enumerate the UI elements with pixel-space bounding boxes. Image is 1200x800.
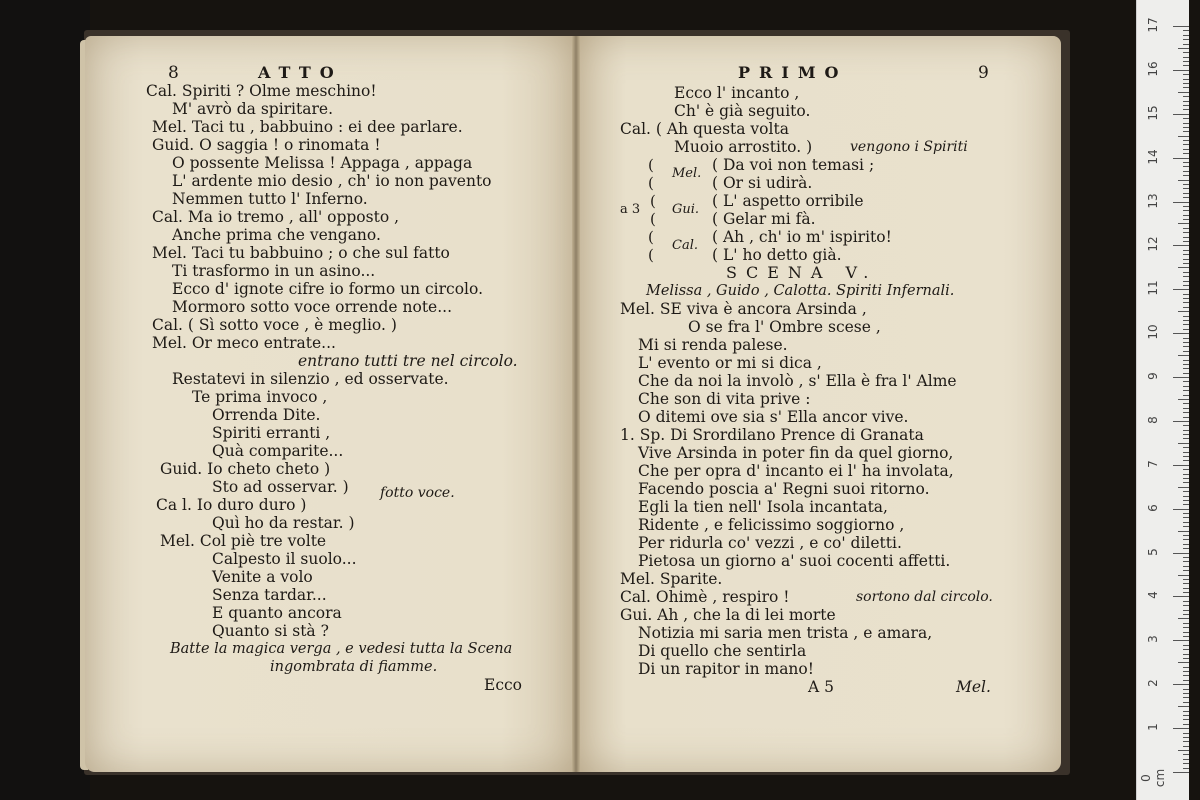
speaker-label: Mel.: [672, 166, 702, 181]
bracket: (: [648, 156, 654, 174]
ruler-tick: [1183, 215, 1189, 216]
ruler-tick: [1178, 575, 1189, 576]
ruler-tick: [1183, 39, 1189, 40]
text-line: Muoio arrostito. ): [674, 138, 813, 156]
ruler-tick: [1183, 693, 1189, 694]
text-line: ( L' ho detto già.: [712, 246, 842, 264]
text-line: Restatevi in silenzio , ed osservate.: [172, 370, 449, 388]
ruler-tick: [1183, 412, 1189, 413]
text-line: Mel. Col piè tre volte: [160, 532, 327, 550]
ruler-label: 16: [1146, 61, 1160, 77]
ruler-tick: [1173, 114, 1189, 115]
ruler-tick: [1178, 662, 1189, 663]
ruler-tick: [1183, 329, 1189, 330]
text-line: O se fra l' Ombre scese ,: [688, 318, 881, 336]
ruler-tick: [1183, 342, 1189, 343]
ruler-tick: [1183, 408, 1189, 409]
ruler-tick: [1183, 101, 1189, 102]
ruler-tick: [1173, 377, 1189, 378]
ruler-label: 4: [1146, 591, 1160, 600]
ruler-tick: [1183, 193, 1189, 194]
text-line: Te prima invoco ,: [192, 388, 328, 406]
ruler-tick: [1183, 241, 1189, 242]
ruler-tick: [1183, 689, 1189, 690]
ruler-label: 5: [1146, 547, 1160, 556]
ruler-tick: [1183, 316, 1189, 317]
background-left: [0, 0, 90, 800]
ruler-tick: [1178, 399, 1189, 400]
ruler-tick: [1173, 640, 1189, 641]
text-line: Che per opra d' incanto ei l' ha involata,: [638, 462, 954, 480]
ruler-tick: [1183, 759, 1189, 760]
ruler-tick: [1183, 561, 1189, 562]
text-line: ( Or si udirà.: [712, 174, 813, 192]
text-line: Gui. Ah , che la di lei morte: [620, 606, 836, 624]
ruler-label: 3: [1146, 635, 1160, 644]
ruler-tick: [1183, 496, 1189, 497]
ruler-tick: [1173, 596, 1189, 597]
text-line: Che da noi la involò , s' Ella è fra l' Alme: [638, 372, 957, 390]
ruler-tick: [1183, 746, 1189, 747]
ruler-tick: [1183, 307, 1189, 308]
ruler-tick: [1173, 553, 1189, 554]
ruler-tick: [1178, 267, 1189, 268]
text-line: Di quello che sentirla: [638, 642, 807, 660]
ruler-tick: [1183, 754, 1189, 755]
text-line: Che son di vita prive :: [638, 390, 811, 408]
text-line: Vive Arsinda in poter fin da quel giorno,: [638, 444, 954, 462]
ruler-tick: [1183, 425, 1189, 426]
ruler-tick: [1173, 202, 1189, 203]
catchword: Ecco: [484, 676, 523, 694]
ruler-tick: [1183, 482, 1189, 483]
ruler-label: 8: [1146, 416, 1160, 424]
text-line: Pietosa un giorno a' suoi cocenti affetti.: [638, 552, 951, 570]
ruler-tick: [1183, 259, 1189, 260]
stage-direction: vengono i Spiriti: [850, 139, 968, 155]
ruler-tick: [1183, 456, 1189, 457]
ruler-tick: [1183, 65, 1189, 66]
text-line: Ti trasformo in un asino...: [172, 262, 376, 280]
ruler-tick: [1183, 74, 1189, 75]
text-line: ( Da voi non temasi ;: [712, 156, 875, 174]
ruler-tick: [1178, 311, 1189, 312]
ruler-tick: [1183, 123, 1189, 124]
stage-direction: Batte la magica verga , e vedesi tutta la Scena: [170, 641, 513, 657]
ruler-tick: [1183, 588, 1189, 589]
text-line: ( L' aspetto orribile: [712, 192, 864, 210]
ruler-tick: [1173, 465, 1189, 466]
ruler-tick: [1183, 667, 1189, 668]
ruler-tick: [1183, 232, 1189, 233]
ruler-tick: [1183, 96, 1189, 97]
ruler-tick: [1183, 61, 1189, 62]
ruler-tick: [1183, 535, 1189, 536]
ruler-tick: [1183, 87, 1189, 88]
text-line: Cal. Ohimè , respiro !: [620, 588, 790, 606]
text-line: Di un rapitor in mano!: [638, 660, 814, 678]
ruler-tick: [1183, 166, 1189, 167]
text-line: Mel. Sparite.: [620, 570, 723, 588]
ruler-tick: [1183, 469, 1189, 470]
ruler-tick: [1183, 263, 1189, 264]
ruler-tick: [1183, 583, 1189, 584]
bracket: (: [648, 228, 654, 246]
page-number: 9: [978, 63, 989, 83]
ruler-tick: [1173, 684, 1189, 685]
text-line: Ridente , e felicissimo soggiorno ,: [638, 516, 905, 534]
stage-direction: fotto voce.: [380, 485, 455, 501]
text-line: Senza tardar...: [212, 586, 327, 604]
ruler-tick: [1178, 223, 1189, 224]
text-line: O possente Melissa ! Appaga , appaga: [172, 154, 473, 172]
ruler-tick: [1183, 197, 1189, 198]
ruler-tick: [1183, 447, 1189, 448]
ruler-tick: [1183, 434, 1189, 435]
text-line: Mel. Taci tu , babbuino : ei dee parlare.: [152, 118, 463, 136]
text-line: Anche prima che vengano.: [172, 226, 381, 244]
ruler-tick: [1173, 333, 1189, 334]
ruler-tick: [1183, 610, 1189, 611]
text-line: M' avrò da spiritare.: [172, 100, 333, 118]
ruler-tick: [1183, 272, 1189, 273]
ruler-tick: [1183, 605, 1189, 606]
stage-direction: entrano tutti tre nel circolo.: [298, 352, 518, 370]
text-line: 1. Sp. Di Srordilano Prence di Granata: [620, 426, 924, 444]
ruler-label: 9: [1146, 372, 1160, 380]
ruler-tick: [1183, 417, 1189, 418]
ruler-tick: [1183, 386, 1189, 387]
text-line: Calpesto il suolo...: [212, 550, 357, 568]
ruler-tick: [1178, 531, 1189, 532]
ruler-tick: [1183, 671, 1189, 672]
ruler-tick: [1183, 768, 1189, 769]
ruler-label: 11: [1146, 280, 1160, 296]
signature-mark: A 5: [808, 678, 834, 696]
ruler-tick: [1183, 548, 1189, 549]
ruler-tick: [1183, 645, 1189, 646]
ruler-tick: [1183, 381, 1189, 382]
ruler-tick: [1183, 44, 1189, 45]
text-line: Quanto si stà ?: [212, 622, 329, 640]
ruler-tick: [1173, 728, 1189, 729]
ruler-tick: [1183, 675, 1189, 676]
ruler-tick: [1183, 517, 1189, 518]
ruler-tick: [1183, 680, 1189, 681]
ruler-tick: [1183, 658, 1189, 659]
ruler-tick: [1183, 206, 1189, 207]
ruler-tick: [1173, 772, 1189, 773]
text-line: ( Gelar mi fà.: [712, 210, 816, 228]
ruler-tick: [1183, 219, 1189, 220]
ruler-tick: [1183, 30, 1189, 31]
ruler-tick: [1183, 579, 1189, 580]
ruler-tick: [1183, 105, 1189, 106]
ruler-tick: [1183, 228, 1189, 229]
text-line: Quì ho da restar. ): [212, 514, 355, 532]
ruler-tick: [1183, 360, 1189, 361]
ruler-tick: [1183, 118, 1189, 119]
text-line: Ca l. Io duro duro ): [156, 496, 307, 514]
ruler-tick: [1183, 171, 1189, 172]
text-line: Mel. Or meco entrate...: [152, 334, 336, 352]
ruler-tick: [1183, 403, 1189, 404]
ruler-tick: [1183, 368, 1189, 369]
ruler-tick: [1183, 83, 1189, 84]
text-line: Facendo poscia a' Regni suoi ritorno.: [638, 480, 930, 498]
ruler-tick: [1183, 338, 1189, 339]
ruler-tick: [1183, 491, 1189, 492]
ruler-tick: [1183, 131, 1189, 132]
ruler-tick: [1183, 504, 1189, 505]
ruler-tick: [1183, 162, 1189, 163]
ruler-tick: [1183, 763, 1189, 764]
text-line: Ecco l' incanto ,: [674, 84, 800, 102]
ruler-tick: [1178, 355, 1189, 356]
cast-line: Melissa , Guido , Calotta. Spiriti Infernali.: [646, 283, 955, 299]
ruler-tick: [1183, 452, 1189, 453]
ruler-tick: [1183, 254, 1189, 255]
text-line: Ch' è già seguito.: [674, 102, 811, 120]
text-line: Notizia mi saria men trista , e amara,: [638, 624, 933, 642]
ruler-tick: [1183, 697, 1189, 698]
ruler-tick: [1183, 592, 1189, 593]
ruler-label: 2: [1146, 679, 1160, 688]
ruler-tick: [1183, 320, 1189, 321]
text-line: E quanto ancora: [212, 604, 342, 622]
text-line: Guid. Io cheto cheto ): [160, 460, 331, 478]
ruler-tick: [1183, 478, 1189, 479]
ruler-tick: [1183, 351, 1189, 352]
ruler-tick: [1183, 632, 1189, 633]
ruler-tick: [1178, 618, 1189, 619]
ruler-tick: [1178, 48, 1189, 49]
ruler-tick: [1178, 136, 1189, 137]
text-line: Cal. Spiriti ? Olme meschino!: [146, 82, 377, 100]
ruler-tick: [1183, 522, 1189, 523]
catchword: Mel.: [956, 678, 991, 696]
text-line: O ditemi ove sia s' Ella ancor vive.: [638, 408, 909, 426]
ruler-tick: [1183, 500, 1189, 501]
ruler-tick: [1183, 175, 1189, 176]
text-line: Cal. Ma io tremo , all' opposto ,: [152, 208, 400, 226]
ruler-label: 15: [1146, 105, 1160, 121]
ruler-tick: [1183, 390, 1189, 391]
ruler-tick: [1183, 184, 1189, 185]
bracket: (: [650, 192, 656, 210]
book-gutter: [572, 36, 580, 772]
ruler-tick: [1183, 281, 1189, 282]
bracket: (: [650, 210, 656, 228]
speaker-label: Cal.: [672, 238, 698, 253]
ruler-tick: [1183, 719, 1189, 720]
ruler-tick: [1183, 715, 1189, 716]
text-line: Orrenda Dite.: [212, 406, 321, 424]
ruler-tick: [1183, 127, 1189, 128]
ruler-tick: [1173, 289, 1189, 290]
text-line: Sto ad osservar. ): [212, 478, 349, 496]
scene-heading: SCENA V.: [726, 263, 878, 282]
page-number: 8: [168, 63, 179, 83]
text-line: Quà comparite...: [212, 442, 344, 460]
text-line: Mel. SE viva è ancora Arsinda ,: [620, 300, 867, 318]
ruler-tick: [1183, 636, 1189, 637]
ruler-tick: [1183, 276, 1189, 277]
ruler-tick: [1183, 57, 1189, 58]
text-line: Mel. Taci tu babbuino ; o che sul fatto: [152, 244, 450, 262]
ruler-tick: [1173, 26, 1189, 27]
ruler-label: 14: [1146, 149, 1160, 165]
text-line: Egli la tien nell' Isola incantata,: [638, 498, 888, 516]
ruler-tick: [1183, 438, 1189, 439]
ruler-tick: [1173, 421, 1189, 422]
stage-direction: ingombrata di fiamme.: [270, 659, 438, 675]
ruler-tick: [1183, 733, 1189, 734]
ruler-tick: [1183, 702, 1189, 703]
text-line: L' ardente mio desio , ch' io non pavento: [172, 172, 492, 190]
ruler-label: 13: [1146, 192, 1160, 209]
ensemble-mark: a 3: [620, 202, 641, 217]
text-line: Spiriti erranti ,: [212, 424, 331, 442]
ruler-tick: [1183, 737, 1189, 738]
ruler-label: 1: [1146, 723, 1160, 731]
ruler-tick: [1183, 140, 1189, 141]
text-line: Nemmen tutto l' Inferno.: [172, 190, 368, 208]
ruler-tick: [1183, 346, 1189, 347]
ruler-tick: [1183, 724, 1189, 725]
ruler-tick: [1173, 509, 1189, 510]
text-line: Per ridurla co' vezzi , e co' diletti.: [638, 534, 902, 552]
ruler-tick: [1178, 92, 1189, 93]
text-line: Mi si renda palese.: [638, 336, 788, 354]
speaker-label: Gui.: [672, 202, 700, 217]
ruler-label: 10: [1146, 324, 1160, 340]
ruler-tick: [1183, 557, 1189, 558]
ruler-tick: [1183, 566, 1189, 567]
ruler-tick: [1183, 614, 1189, 615]
ruler-tick: [1183, 430, 1189, 431]
ruler-tick: [1173, 70, 1189, 71]
ruler-tick: [1183, 649, 1189, 650]
text-line: Cal. ( Ah questa volta: [620, 120, 789, 138]
ruler-tick: [1183, 144, 1189, 145]
ruler-tick: [1183, 654, 1189, 655]
ruler-tick: [1178, 487, 1189, 488]
ruler-tick: [1183, 149, 1189, 150]
ruler-tick: [1183, 153, 1189, 154]
ruler-tick: [1183, 364, 1189, 365]
running-head: PRIMO: [738, 63, 848, 82]
ruler-tick: [1183, 395, 1189, 396]
ruler-tick: [1183, 188, 1189, 189]
text-line: Mormoro sotto voce orrende note...: [172, 298, 453, 316]
ruler-tick: [1183, 623, 1189, 624]
ruler-tick: [1183, 601, 1189, 602]
ruler-tick: [1183, 711, 1189, 712]
ruler-label: 6: [1146, 503, 1160, 512]
ruler-tick: [1183, 570, 1189, 571]
text-line: L' evento or mi si dica ,: [638, 354, 822, 372]
ruler-tick: [1183, 237, 1189, 238]
running-head: ATTO: [258, 63, 343, 82]
measuring-ruler: [1136, 0, 1189, 800]
ruler-tick: [1183, 324, 1189, 325]
ruler-label: 12: [1146, 236, 1160, 253]
ruler-tick: [1183, 294, 1189, 295]
ruler-tick: [1173, 245, 1189, 246]
text-line: Venite a volo: [212, 568, 313, 586]
ruler-tick: [1183, 285, 1189, 286]
ruler-tick: [1183, 539, 1189, 540]
ruler-tick: [1183, 741, 1189, 742]
ruler-tick: [1178, 750, 1189, 751]
stage-direction: sortono dal circolo.: [856, 589, 993, 605]
ruler-tick: [1183, 460, 1189, 461]
bracket: (: [648, 174, 654, 192]
ruler-tick: [1173, 158, 1189, 159]
bracket: (: [648, 246, 654, 264]
ruler-tick: [1183, 35, 1189, 36]
ruler-tick: [1183, 79, 1189, 80]
text-line: Cal. ( Sì sotto voce , è meglio. ): [152, 316, 397, 334]
ruler-tick: [1183, 474, 1189, 475]
ruler-tick: [1183, 250, 1189, 251]
ruler-tick: [1183, 526, 1189, 527]
ruler-tick: [1178, 706, 1189, 707]
ruler-tick: [1183, 109, 1189, 110]
ruler-tick: [1178, 180, 1189, 181]
text-line: Ecco d' ignote cifre io formo un circolo.: [172, 280, 483, 298]
text-line: Guid. O saggia ! o rinomata !: [152, 136, 381, 154]
ruler-tick: [1183, 544, 1189, 545]
ruler-tick: [1178, 443, 1189, 444]
ruler-label: 17: [1146, 17, 1160, 33]
ruler-tick: [1183, 52, 1189, 53]
ruler-tick: [1183, 627, 1189, 628]
ruler-tick: [1183, 298, 1189, 299]
ruler-tick: [1183, 513, 1189, 514]
ruler-label: 7: [1146, 460, 1160, 468]
text-line: ( Ah , ch' io m' ispirito!: [712, 228, 892, 246]
ruler-label: 0 cm: [1139, 768, 1167, 788]
ruler-tick: [1183, 302, 1189, 303]
ruler-tick: [1183, 210, 1189, 211]
ruler-tick: [1183, 373, 1189, 374]
